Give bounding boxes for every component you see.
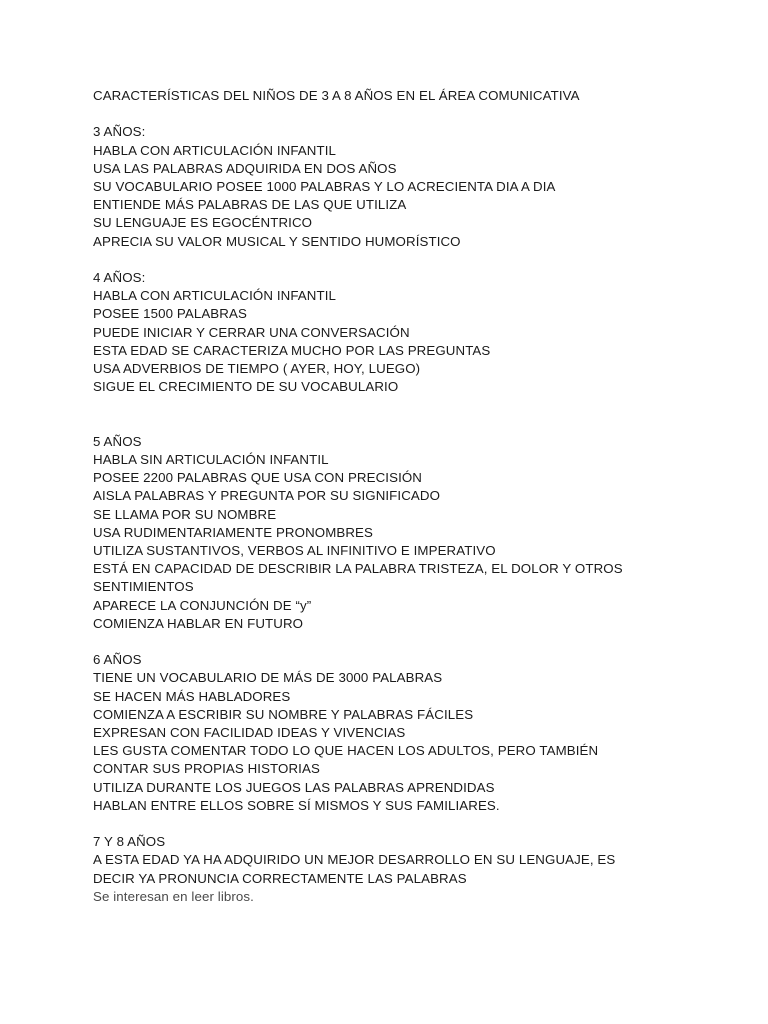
list-item: EXPRESAN CON FACILIDAD IDEAS Y VIVENCIAS (93, 725, 406, 741)
document-page (93, 87, 733, 924)
list-item: CONTAR SUS PROPIAS HISTORIAS (93, 761, 320, 777)
list-item: ESTA EDAD SE CARACTERIZA MUCHO POR LAS PREGUNTAS (93, 342, 491, 358)
list-item: PUEDE INICIAR Y CERRAR UNA CONVERSACIÓN (93, 324, 410, 340)
section-heading: 7 Y 8 AÑOS (93, 834, 166, 850)
section-6-anos (93, 651, 733, 815)
list-item: UTILIZA SUSTANTIVOS, VERBOS AL INFINITIVO E IMPERATIVO (93, 543, 496, 559)
list-item: ESTÁ EN CAPACIDAD DE DESCRIBIR LA PALABRA TRISTEZA, EL DOLOR Y OTROS (93, 561, 623, 577)
list-item: SU VOCABULARIO POSEE 1000 PALABRAS Y LO ACRECIENTA DIA A DIA (93, 179, 556, 194)
list-item: DECIR YA PRONUNCIA CORRECTAMENTE LAS PALABRAS (93, 870, 467, 886)
list-item: POSEE 1500 PALABRAS (93, 306, 247, 322)
list-item: COMIENZA A ESCRIBIR SU NOMBRE Y PALABRAS FÁCILES (93, 706, 474, 722)
section-7-y-8-anos (93, 833, 733, 906)
list-item: HABLA CON ARTICULACIÓN INFANTIL (93, 288, 336, 304)
list-item: SE LLAMA POR SU NOMBRE (93, 506, 277, 522)
section-heading: 5 AÑOS (93, 433, 142, 449)
section-heading: 6 AÑOS (93, 652, 142, 668)
list-item: SE HACEN MÁS HABLADORES (93, 688, 291, 704)
list-item: SIGUE EL CRECIMIENTO DE SU VOCABULARIO (93, 379, 399, 395)
list-item: AISLA PALABRAS Y PREGUNTA POR SU SIGNIFICADO (93, 488, 441, 504)
list-item: POSEE 2200 PALABRAS QUE USA CON PRECISIÓN (93, 470, 423, 486)
list-item: LES GUSTA COMENTAR TODO LO QUE HACEN LOS ADULTOS, PERO TAMBIÉN (93, 743, 599, 759)
list-item: Se interesan en leer libros. (93, 888, 254, 904)
list-item: SENTIMIENTOS (93, 579, 194, 595)
document-title: CARACTERÍSTICAS DEL NIÑOS DE 3 A 8 AÑOS EN EL ÁREA COMUNICATIVA (93, 88, 580, 103)
list-item: USA RUDIMENTARIAMENTE PRONOMBRES (93, 524, 373, 540)
list-item: HABLA SIN ARTICULACIÓN INFANTIL (93, 452, 329, 468)
list-item: APARECE LA CONJUNCIÓN DE “y” (93, 597, 312, 613)
section-4-anos (93, 269, 733, 396)
list-item: ENTIENDE MÁS PALABRAS DE LAS QUE UTILIZA (93, 197, 407, 213)
list-item: SU LENGUAJE ES EGOCÉNTRICO (93, 215, 313, 231)
section-heading: 3 AÑOS: (93, 124, 146, 140)
list-item: HABLAN ENTRE ELLOS SOBRE SÍ MISMOS Y SUS FAMILIARES. (93, 797, 500, 813)
list-item: APRECIA SU VALOR MUSICAL Y SENTIDO HUMORÍSTICO (93, 233, 461, 249)
list-item: USA ADVERBIOS DE TIEMPO ( AYER, HOY, LUEGO) (93, 361, 421, 377)
list-item: UTILIZA DURANTE LOS JUEGOS LAS PALABRAS APRENDIDAS (93, 779, 495, 795)
list-item: TIENE UN VOCABULARIO DE MÁS DE 3000 PALABRAS (93, 670, 443, 686)
list-item: HABLA CON ARTICULACIÓN INFANTIL (93, 142, 336, 158)
section-3-anos (93, 123, 733, 250)
section-5-anos (93, 433, 733, 633)
list-item: A ESTA EDAD YA HA ADQUIRIDO UN MEJOR DESARROLLO EN SU LENGUAJE, ES (93, 852, 616, 868)
section-heading: 4 AÑOS: (93, 270, 146, 285)
list-item: USA LAS PALABRAS ADQUIRIDA EN DOS AÑOS (93, 160, 397, 176)
list-item: COMIENZA HABLAR EN FUTURO (93, 615, 304, 631)
